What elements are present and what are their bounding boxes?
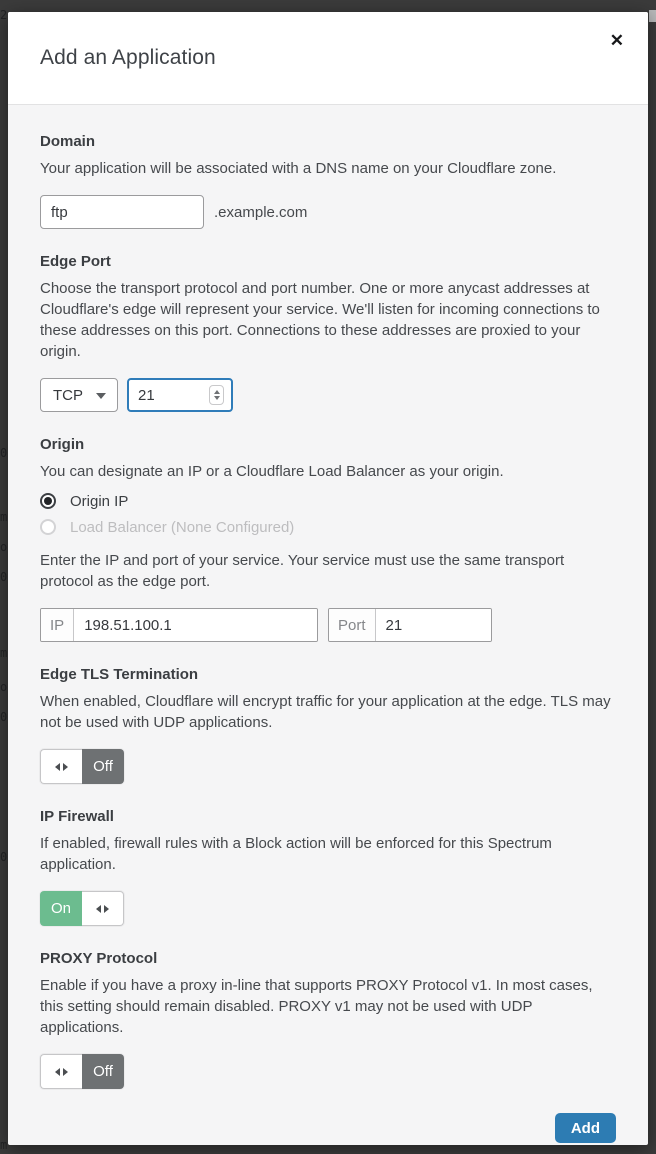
origin-label: Origin (40, 436, 85, 453)
background-fragment: 2 (0, 8, 8, 22)
protocol-select[interactable] (40, 378, 118, 412)
domain-description: Your application will be associated with a DNS name on your Cloudflare zone. (40, 160, 557, 177)
radio-origin-ip-label: Origin IP (70, 492, 129, 510)
section-ip-firewall (40, 808, 616, 926)
proxy-protocol-description: Enable if you have a proxy in-line that supports PROXY Protocol v1. In most cases, this setting should remain disabled. PROXY v1 may not be used with UDP applications. (40, 977, 593, 1036)
domain-suffix: .example.com (214, 203, 308, 221)
origin-description: You can designate an IP or a Cloudflare Load Balancer as your origin. (40, 463, 504, 480)
close-icon[interactable]: ✕ (609, 31, 624, 50)
edge-port-description: Choose the transport protocol and port number. One or more anycast addresses at Cloudflare's edge will represent your service. We'll listen for incoming connections to these addresses on this port. Connections to these addresses are proxied to your origin. (40, 280, 600, 360)
proxy-protocol-toggle-state: Off (82, 1054, 124, 1089)
number-stepper-icon[interactable] (209, 385, 224, 405)
background-fragment (649, 10, 656, 22)
section-origin (40, 436, 616, 642)
background-fragment: 0 (0, 850, 8, 864)
domain-input[interactable] (40, 195, 204, 229)
domain-input-row (40, 195, 616, 229)
edge-tls-toggle[interactable] (40, 749, 124, 784)
radio-selected-icon[interactable] (40, 493, 56, 509)
origin-ip-description: Enter the IP and port of your service. Your service must use the same transport protocol as the edge port. (40, 552, 565, 590)
radio-load-balancer-label: Load Balancer (None Configured) (70, 518, 295, 536)
toggle-handle-icon[interactable] (82, 891, 124, 926)
origin-port-field (328, 608, 492, 642)
background-fragment: o (0, 540, 8, 554)
proxy-protocol-toggle[interactable] (40, 1054, 124, 1089)
modal-title: Add an Application (40, 46, 216, 69)
proxy-protocol-label: PROXY Protocol (40, 950, 158, 967)
modal-header (8, 12, 648, 105)
add-button[interactable]: Add (555, 1113, 616, 1143)
domain-label: Domain (40, 133, 96, 150)
edge-tls-toggle-state: Off (82, 749, 124, 784)
ip-firewall-toggle-state: On (40, 891, 82, 926)
edge-port-label: Edge Port (40, 253, 111, 270)
port-prefix-label: Port (329, 609, 376, 641)
edge-port-value[interactable]: 21 (138, 386, 155, 404)
origin-radio-group (40, 490, 616, 538)
chevron-down-icon (96, 393, 106, 399)
background-fragment: m (0, 1138, 8, 1152)
modal-footer (40, 1113, 616, 1143)
background-fragment: 0 (0, 710, 8, 724)
protocol-select-value: TCP (53, 386, 83, 404)
section-domain (40, 133, 616, 229)
add-application-modal (8, 12, 648, 1145)
ip-firewall-toggle[interactable] (40, 891, 124, 926)
background-fragment: m (0, 646, 8, 660)
edge-tls-label: Edge TLS Termination (40, 666, 199, 683)
ip-prefix-label: IP (41, 609, 74, 641)
section-proxy-protocol (40, 950, 616, 1089)
ip-firewall-description: If enabled, firewall rules with a Block action will be enforced for this Spectrum application. (40, 835, 552, 873)
radio-origin-ip[interactable] (40, 490, 616, 512)
ip-firewall-label: IP Firewall (40, 808, 114, 825)
origin-port-input[interactable] (376, 609, 491, 641)
background-fragment: o (0, 680, 8, 694)
edge-tls-description: When enabled, Cloudflare will encrypt traffic for your application at the edge. TLS may not be used with UDP applications. (40, 693, 611, 731)
edge-port-row (40, 378, 616, 412)
radio-disabled-icon (40, 519, 56, 535)
origin-ip-field (40, 608, 318, 642)
toggle-handle-icon[interactable] (40, 749, 82, 784)
background-fragment: 0 (0, 570, 8, 584)
background-fragment: m (0, 510, 8, 524)
radio-load-balancer (40, 516, 616, 538)
edge-port-number-field (127, 378, 233, 412)
background-fragment: 0 (0, 446, 8, 460)
section-edge-port (40, 253, 616, 412)
origin-ip-input[interactable] (74, 609, 317, 641)
toggle-handle-icon[interactable] (40, 1054, 82, 1089)
section-edge-tls (40, 666, 616, 784)
modal-body (8, 105, 648, 1145)
origin-ip-row (40, 608, 616, 642)
